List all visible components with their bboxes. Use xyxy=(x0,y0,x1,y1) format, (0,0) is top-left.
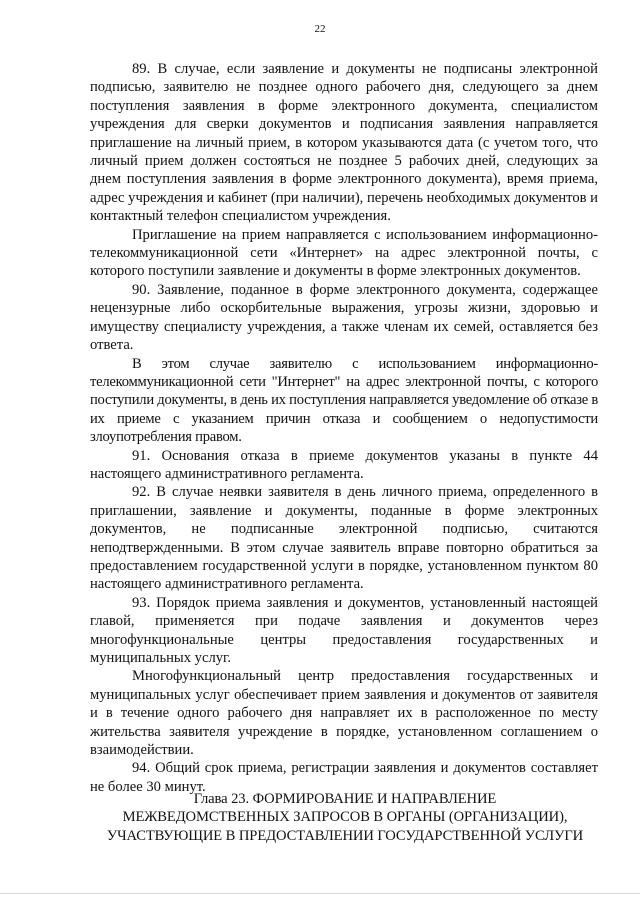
page-number: 22 xyxy=(314,23,326,35)
paragraph-mfc: Многофункциональный центр предоставления государственных и муниципальных услуг обеспечивает прием заявления и документов от заявителя и в течение одного рабочего дня направляет их в расположенное по месту жительства заявителя учреждение в порядке, установленном соглашением о взаимодействии. xyxy=(90,668,598,759)
paragraph-93: 93. Порядок приема заявления и документов, установленный настоящей главой, применяется при подаче заявления и документов через многофункциональные центры предоставления государственных и муниципальных услуг. xyxy=(90,594,598,666)
paragraph-94: 94. Общий срок приема, регистрации заявления и документов составляет не более 30 минут. xyxy=(90,760,598,795)
paragraph-89: 89. В случае, если заявление и документы не подписаны электронной подписью, заявителю не позднее одного рабочего дня, следующего за днем поступления заявления в форме электронного документа, специалистом учреждения для сверки документов и подписания заявления направляется приглашение на личный прием, в котором указываются дата (с учетом того, что личный прием должен состояться не позднее 5 рабочих дней, следующих за днем поступления заявления в форме электронного документа), время приема, адрес учреждения и кабинет (при наличии), перечень необходимых документов и контактный телефон специалистом учреждения. xyxy=(90,61,598,225)
chapter-heading-line-2: МЕЖВЕДОМСТВЕННЫХ ЗАПРОСОВ В ОРГАНЫ (ОРГАНИЗАЦИИ), xyxy=(122,809,568,826)
chapter-heading xyxy=(80,790,610,845)
paragraph-92: 92. В случае неявки заявителя в день личного приема, определенного в приглашении, заявление и документы, поданные в форме электронных документов, не подписанные электронной подписью, считаются неподтвержденными. В этом случае заявитель вправе повторно обратиться за предоставлением государственной услуги в порядке, установленном пунктом 80 настоящего административного регламента. xyxy=(90,484,598,593)
paragraph-refusal-notice: В этом случае заявителю с использованием информационно-телекоммуникационной сети "Интернет" на адрес электронной почты, с которого поступили документы, в день их поступления направляется уведомление об отказе в их приеме с указанием причин отказа и сообщением о недопустимости злоупотребления правом. xyxy=(90,355,598,446)
paragraph-91: 91. Основания отказа в приеме документов указаны в пункте 44 настоящего административного регламента. xyxy=(90,447,598,482)
chapter-heading-line-1: Глава 23. ФОРМИРОВАНИЕ И НАПРАВЛЕНИЕ xyxy=(193,791,497,807)
paragraph-90: 90. Заявление, поданное в форме электронного документа, содержащее нецензурные либо оскорбительные выражения, угрозы жизни, здоровью и имуществу специалисту учреждения, а также членам их семей, оставляется без ответа. xyxy=(90,281,598,354)
chapter-heading-line-3: УЧАСТВУЮЩИЕ В ПРЕДОСТАВЛЕНИИ ГОСУДАРСТВЕННОЙ УСЛУГИ xyxy=(106,827,584,844)
page-bottom-rule xyxy=(0,893,640,894)
paragraph-invitation: Приглашение на прием направляется с использованием информационно-телекоммуникационной сети «Интернет» на адрес электронной почты, с которого поступили заявление и документы в форме электронных документов. xyxy=(90,226,598,280)
document-body xyxy=(90,60,598,796)
